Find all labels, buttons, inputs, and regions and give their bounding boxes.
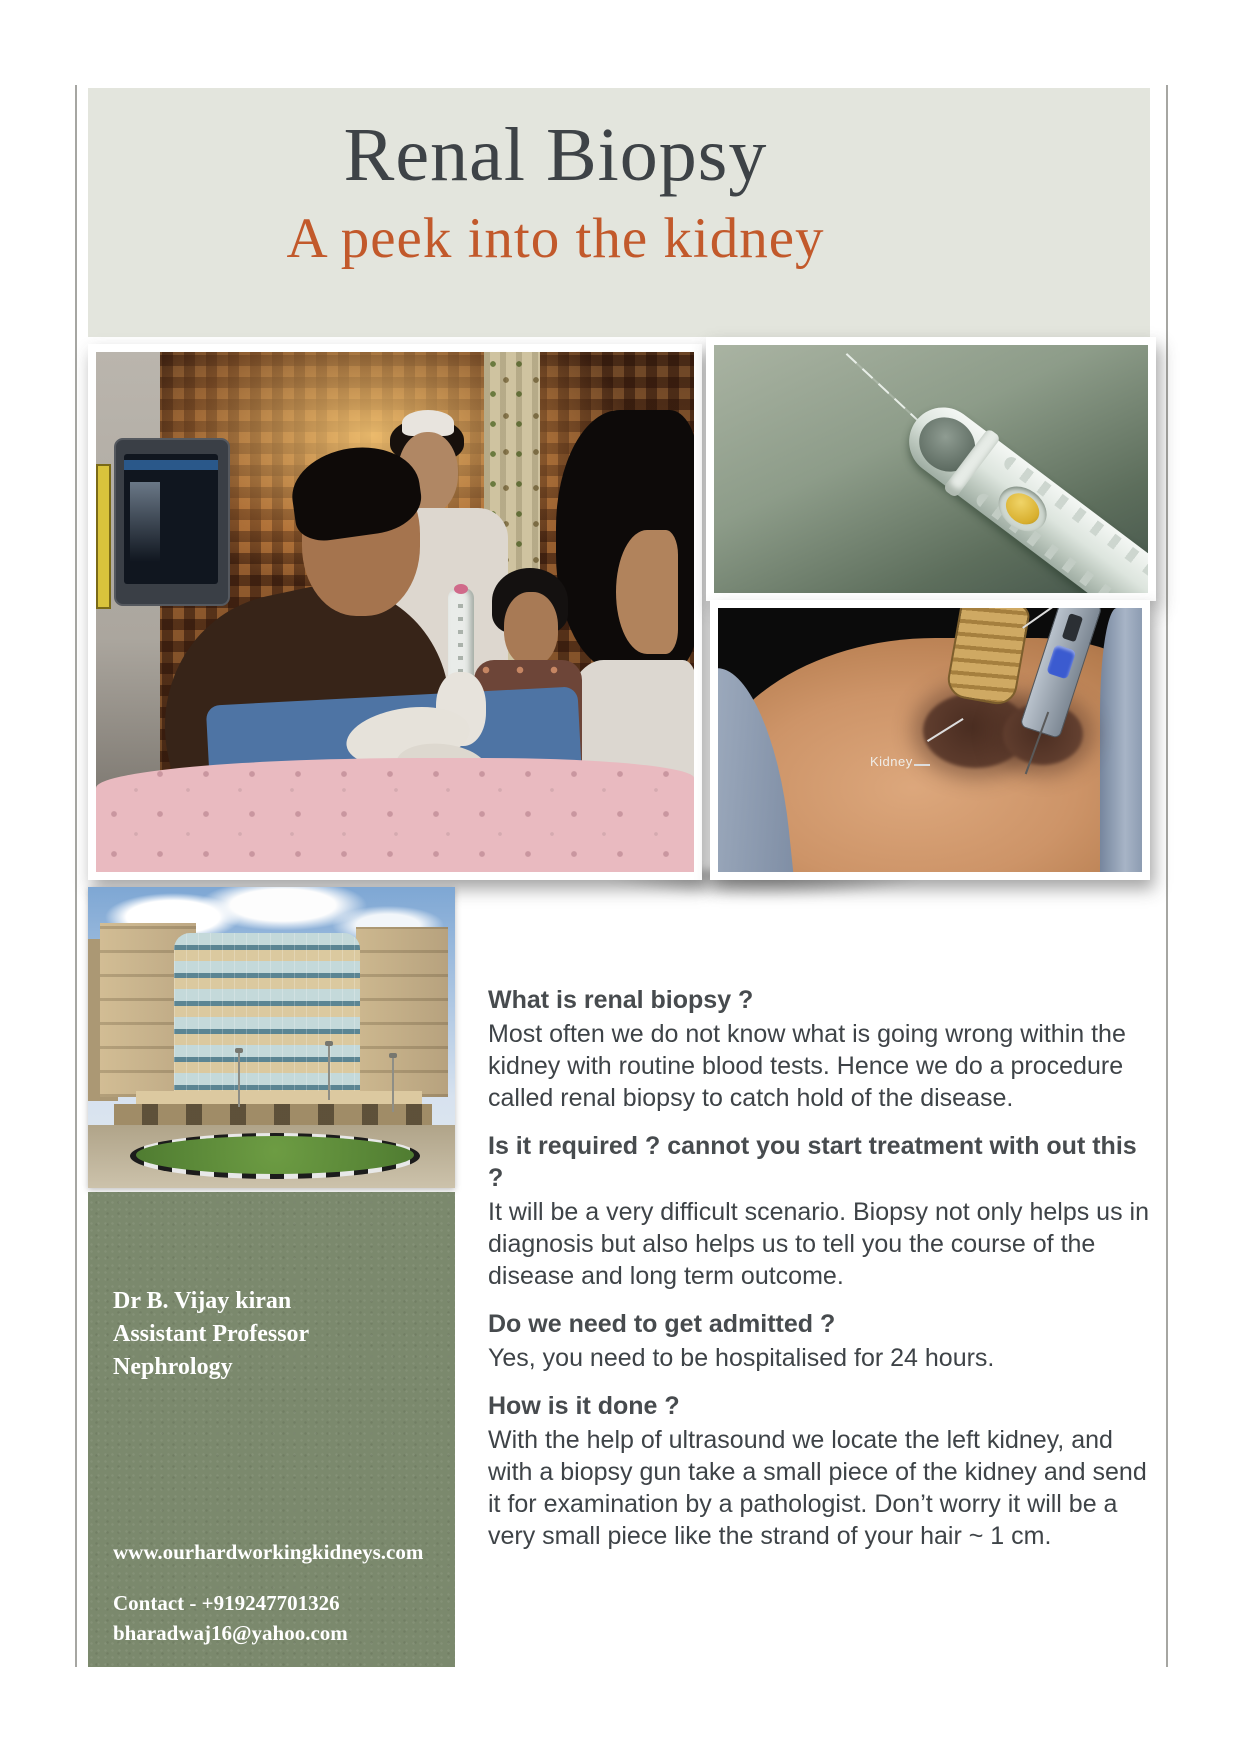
kidney-illustration-content [718, 608, 1142, 872]
doctor-title: Assistant Professor [113, 1321, 310, 1347]
light-pole [238, 1052, 240, 1107]
screen-image-glow [130, 482, 160, 562]
page-title: Renal Biopsy [343, 113, 768, 197]
hospital-photo [88, 887, 455, 1188]
light-pole-lamp [235, 1048, 243, 1053]
header-banner [88, 88, 1150, 337]
biopsy-needle-photo [706, 337, 1156, 601]
observer-2-face [616, 530, 678, 654]
ultrasound-monitor [114, 438, 230, 606]
qa-question-4: How is it done ? [488, 1392, 680, 1420]
kidney-pointer-line-1 [914, 764, 930, 766]
light-pole-lamp [389, 1053, 397, 1058]
gun-slot [1062, 613, 1083, 642]
probe-tip [454, 584, 468, 594]
page-subtitle: A peek into the kidney [286, 207, 825, 270]
kidney-illustration [710, 600, 1150, 880]
doctor-name: Dr B. Vijay kiran [113, 1288, 292, 1314]
doctor-info-block [113, 1285, 309, 1384]
light-pole-lamp [325, 1041, 333, 1046]
drape-cloth-right [1100, 608, 1142, 872]
qa-question-1: What is renal biopsy ? [488, 986, 754, 1014]
qa-answer-4: With the help of ultrasound we locate the left kidney, and with a biopsy gun take a small piece of the kidney and send it for examination by a pathologist. Don’t worry it will be a very small piece like the strand of your hair ~ 1 cm. [488, 1426, 1147, 1550]
pink-blanket [96, 758, 694, 872]
contact-phone: Contact - +919247701326 [113, 1591, 340, 1615]
contact-block [113, 1588, 348, 1648]
qa-question-3: Do we need to get admitted ? [488, 1310, 836, 1338]
qa-answer-3: Yes, you need to be hospitalised for 24 hours. [488, 1344, 995, 1372]
procedure-photo [88, 344, 702, 880]
kidney-label: Kidney [870, 754, 913, 769]
procedure-photo-content [96, 352, 694, 872]
yellow-sign [96, 464, 111, 609]
probe-buttons [458, 604, 463, 680]
building-glass-facade [174, 933, 360, 1097]
entrance-canopy [136, 1091, 422, 1104]
building-right-tower [356, 927, 448, 1097]
gun-blue-button [1046, 644, 1076, 679]
light-pole [328, 1045, 330, 1100]
light-pole [392, 1057, 394, 1112]
biopsy-needle-photo-content [714, 345, 1148, 593]
screen-toolbar [124, 460, 218, 470]
ultrasound-screen [124, 454, 218, 584]
qa-column [488, 984, 1152, 1568]
qa-answer-1: Most often we do not know what is going wrong within the kidney with routine blood tests. Hence we do a procedure called renal biopsy to catch hold of the disease. [488, 1020, 1126, 1112]
qa-answer-2: It will be a very difficult scenario. Biopsy not only helps us in diagnosis but also helps us to tell you the course of the disease and long term outcome. [488, 1198, 1149, 1290]
doctor-department: Nephrology [113, 1354, 233, 1380]
circular-lawn [136, 1136, 414, 1174]
qa-question-2: Is it required ? cannot you start treatment with out this ? [488, 1132, 1137, 1192]
contact-email: bharadwaj16@yahoo.com [113, 1621, 348, 1645]
website-url: www.ourhardworkingkidneys.com [113, 1540, 424, 1564]
observer-1-face [504, 592, 558, 666]
contact-sidebar [88, 1192, 455, 1667]
header-text-block [88, 88, 1023, 337]
